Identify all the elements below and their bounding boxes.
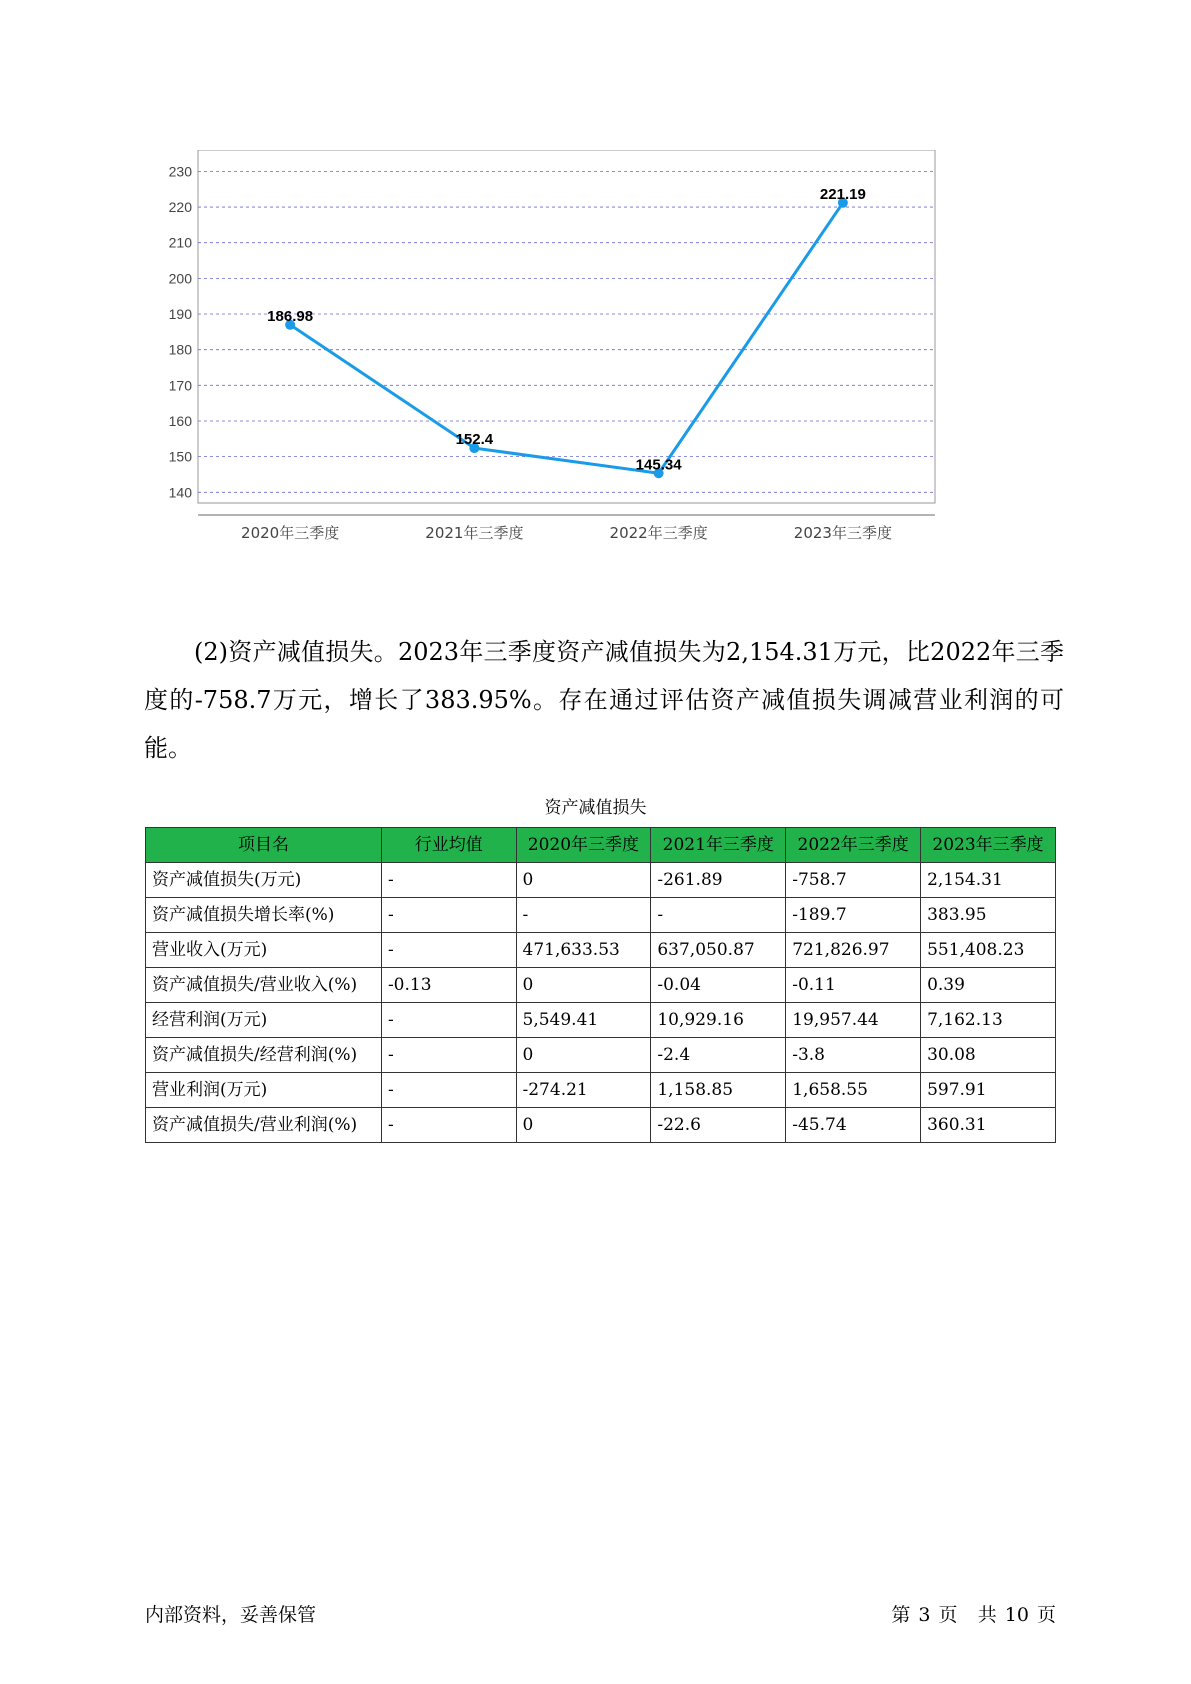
y-tick-label: 190 (168, 306, 192, 323)
impairment-table (145, 827, 1056, 1143)
value-cell: 551,408.23 (921, 933, 1056, 968)
row-label-cell: 经营利润(万元) (146, 1003, 382, 1038)
value-cell: 2,154.31 (921, 863, 1056, 898)
footer-confidential: 内部资料，妥善保管 (145, 1604, 317, 1626)
y-tick-label: 210 (168, 234, 192, 251)
value-cell: - (381, 1003, 516, 1038)
row-label-cell: 资产减值损失增长率(%) (146, 898, 382, 933)
value-cell: -0.13 (381, 968, 516, 1003)
line-chart (140, 150, 1020, 590)
footer-page-number: 第 3 页 共 10 页 (891, 1604, 1056, 1626)
table-header-row (146, 828, 1056, 863)
value-cell: - (381, 1073, 516, 1108)
series-line (290, 203, 843, 473)
value-cell: 10,929.16 (651, 1003, 786, 1038)
value-cell: - (381, 933, 516, 968)
table-row (146, 1108, 1056, 1143)
value-cell: 7,162.13 (921, 1003, 1056, 1038)
plot-frame (198, 150, 935, 503)
value-cell: 0 (516, 968, 651, 1003)
value-cell: -45.74 (786, 1108, 921, 1143)
value-cell: -0.11 (786, 968, 921, 1003)
data-label: 221.19 (819, 185, 866, 203)
header-cell: 2023年三季度 (921, 828, 1056, 863)
value-cell: - (381, 1038, 516, 1073)
value-cell: 597.91 (921, 1073, 1056, 1108)
value-cell: -274.21 (516, 1073, 651, 1108)
header-cell: 2022年三季度 (786, 828, 921, 863)
table-row (146, 968, 1056, 1003)
value-cell: 1,158.85 (651, 1073, 786, 1108)
y-tick-label: 180 (168, 341, 192, 358)
row-label-cell: 资产减值损失/营业收入(%) (146, 968, 382, 1003)
table-row (146, 1038, 1056, 1073)
value-cell: 19,957.44 (786, 1003, 921, 1038)
data-label: 145.34 (635, 456, 682, 474)
table-row (146, 1003, 1056, 1038)
header-cell: 行业均值 (381, 828, 516, 863)
y-tick-label: 200 (168, 270, 192, 287)
row-label-cell: 资产减值损失/营业利润(%) (146, 1108, 382, 1143)
value-cell: -2.4 (651, 1038, 786, 1073)
value-cell: 0 (516, 1108, 651, 1143)
table-row (146, 933, 1056, 968)
x-tick-label: 2021年三季度 (425, 524, 524, 542)
y-tick-label: 140 (168, 484, 192, 501)
paragraph-text: (2)资产减值损失。2023年三季度资产减值损失为2,154.31万元，比2022年三季度的-758.7万元，增长了383.95%。存在通过评估资产减值损失调减营业利润的可能。 (144, 638, 1064, 762)
header-cell: 项目名 (146, 828, 382, 863)
value-cell: -0.04 (651, 968, 786, 1003)
value-cell: - (381, 863, 516, 898)
value-cell: 0.39 (921, 968, 1056, 1003)
value-cell: 5,549.41 (516, 1003, 651, 1038)
row-label-cell: 营业利润(万元) (146, 1073, 382, 1108)
x-tick-label: 2022年三季度 (609, 524, 708, 542)
y-tick-label: 230 (168, 163, 192, 180)
x-tick-label: 2020年三季度 (241, 524, 340, 542)
table-row (146, 1073, 1056, 1108)
value-cell: - (651, 898, 786, 933)
table-row (146, 898, 1056, 933)
table-row (146, 863, 1056, 898)
row-label-cell: 营业收入(万元) (146, 933, 382, 968)
value-cell: 637,050.87 (651, 933, 786, 968)
value-cell: 471,633.53 (516, 933, 651, 968)
value-cell: 0 (516, 1038, 651, 1073)
y-tick-label: 150 (168, 448, 192, 465)
row-label-cell: 资产减值损失/经营利润(%) (146, 1038, 382, 1073)
value-cell: - (516, 898, 651, 933)
value-cell: 30.08 (921, 1038, 1056, 1073)
table-caption: 资产减值损失 (544, 798, 647, 818)
analysis-paragraph (144, 628, 1064, 772)
value-cell: -22.6 (651, 1108, 786, 1143)
header-cell: 2021年三季度 (651, 828, 786, 863)
value-cell: 360.31 (921, 1108, 1056, 1143)
header-cell: 2020年三季度 (516, 828, 651, 863)
value-cell: 383.95 (921, 898, 1056, 933)
value-cell: -3.8 (786, 1038, 921, 1073)
row-label-cell: 资产减值损失(万元) (146, 863, 382, 898)
y-tick-label: 170 (168, 377, 192, 394)
value-cell: - (381, 898, 516, 933)
y-tick-label: 220 (168, 199, 192, 216)
value-cell: -758.7 (786, 863, 921, 898)
value-cell: - (381, 1108, 516, 1143)
value-cell: 1,658.55 (786, 1073, 921, 1108)
y-tick-label: 160 (168, 412, 192, 429)
value-cell: 0 (516, 863, 651, 898)
data-label: 152.4 (455, 431, 494, 449)
value-cell: -261.89 (651, 863, 786, 898)
x-tick-label: 2023年三季度 (793, 524, 892, 542)
value-cell: 721,826.97 (786, 933, 921, 968)
data-label: 186.98 (267, 307, 314, 325)
value-cell: -189.7 (786, 898, 921, 933)
